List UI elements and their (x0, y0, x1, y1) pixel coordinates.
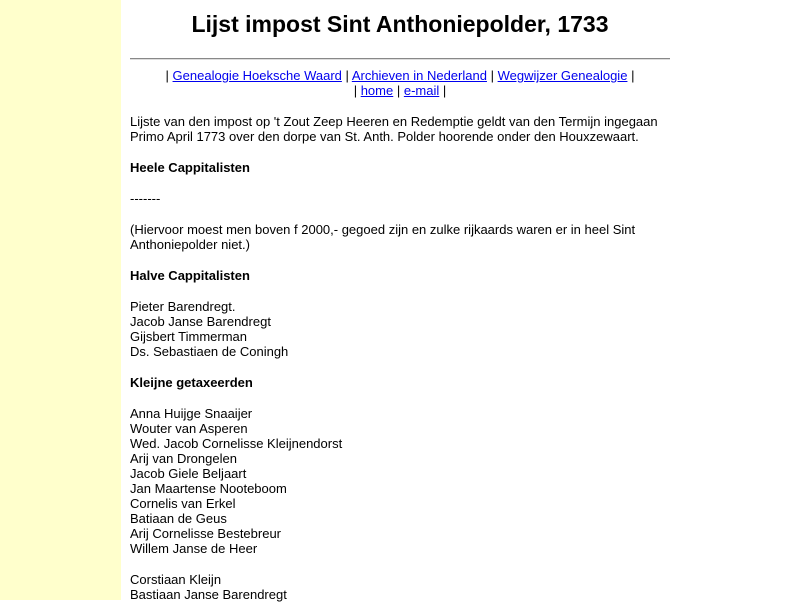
name-list-kleijne-2 (130, 572, 670, 602)
section-heading-kleijne: Kleijne getaxeerden (130, 375, 253, 390)
note-text: (Hiervoor moest men boven f 2000,- gegoed zijn en zulke rijkaards waren er in heel Sint Anthoniepolder niet.) (130, 222, 636, 252)
list-item: Gijsbert Timmerman (130, 329, 248, 344)
list-item: Cornelis van Erkel (130, 496, 236, 511)
divider (130, 58, 670, 60)
sidebar (0, 0, 121, 600)
list-item: Willem Janse de Heer (130, 541, 258, 556)
list-item: Wed. Jacob Cornelisse Kleijnendorst (130, 436, 343, 451)
list-item: Jacob Janse Barendregt (130, 314, 271, 329)
name-list-halve (130, 299, 670, 359)
list-item: Arij Cornelisse Bestebreur (130, 526, 282, 541)
list-item: Corstiaan Kleijn (130, 572, 222, 587)
main-content (130, 0, 670, 602)
intro-text: Lijste van den impost op 't Zout Zeep Heeren en Redemptie geldt van den Termijn ingegaan Primo April 1773 over den dorpe van St. Anth. Polder hoorende onder den Houxzewaart. (130, 114, 658, 144)
list-item: Bastiaan Janse Barendregt (130, 587, 287, 602)
section-heading-halve: Halve Cappitalisten (130, 268, 250, 283)
page-title: Lijst impost Sint Anthoniepolder, 1733 (191, 11, 609, 37)
dashes: ------- (130, 191, 161, 206)
name-list-kleijne-1 (130, 406, 670, 556)
list-item: Pieter Barendregt. (130, 299, 236, 314)
link-genealogie-hoeksche-waard[interactable]: Genealogie Hoeksche Waard (172, 68, 342, 83)
list-item: Batiaan de Geus (130, 511, 227, 526)
list-item: Anna Huijge Snaaijer (130, 406, 253, 421)
list-item: Jacob Giele Beljaart (130, 466, 247, 481)
link-archieven-in-nederland[interactable]: Archieven in Nederland (351, 68, 487, 83)
list-item: Wouter van Asperen (130, 421, 248, 436)
list-item: Arij van Drongelen (130, 451, 237, 466)
list-item: Ds. Sebastiaen de Coningh (130, 344, 289, 359)
link-email[interactable]: e-mail (403, 83, 440, 98)
section-heading-heele: Heele Cappitalisten (130, 160, 250, 175)
nav-links: | Genealogie Hoeksche Waard | Archieven in Nederland | Wegwijzer Genealogie | | home | e-mail | (165, 68, 635, 98)
list-item: Jan Maartense Nooteboom (130, 481, 287, 496)
link-home[interactable]: home (360, 83, 394, 98)
link-wegwijzer-genealogie[interactable]: Wegwijzer Genealogie (497, 68, 628, 83)
